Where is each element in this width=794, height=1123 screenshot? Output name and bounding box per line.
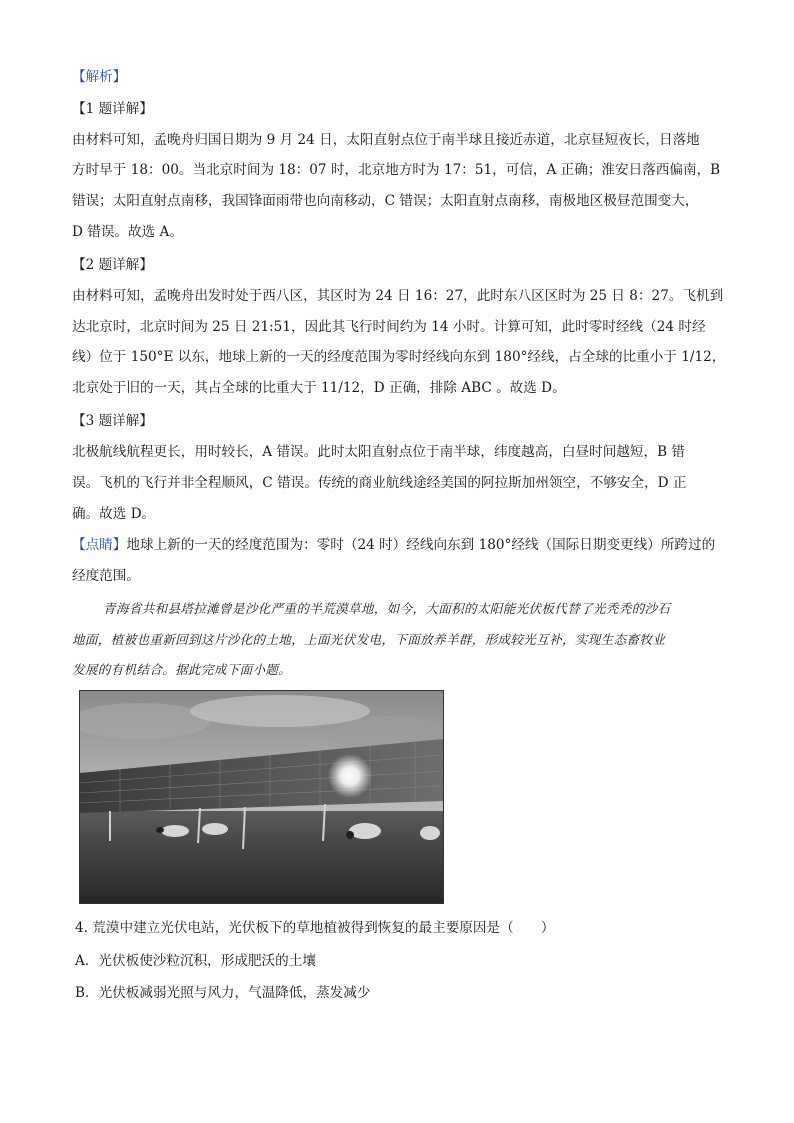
q3-heading: 【3 题详解】 xyxy=(72,413,153,429)
q3-line-3: 确。故选 D。 xyxy=(72,506,156,522)
q1-line-1: 由材料可知，孟晚舟归国日期为 9 月 24 日，太阳直射点位于南半球且接近赤道，北京昼短夜长，日落地 xyxy=(72,132,700,148)
passage-line-3: 发展的有机结合。据此完成下面小题。 xyxy=(72,662,292,677)
question-4-stem: 4. 荒漠中建立光伏电站，光伏板下的草地植被得到恢复的最主要原因是（ ） xyxy=(75,920,555,936)
q3-line-1: 北极航线航程更长，用时较长，A 错误。此时太阳直射点位于南半球，纬度越高，白昼时间越短，B 错 xyxy=(72,444,685,460)
q1-heading: 【1 题详解】 xyxy=(72,101,153,117)
tip-heading: 【点睛】 xyxy=(72,537,127,553)
option-a: A．光伏板使沙粒沉积，形成肥沃的土壤 xyxy=(75,953,316,969)
passage-line-2: 地面，植被也重新回到这片沙化的土地，上面光伏发电，下面放养羊群，形成较光互补，实现生态畜牧业 xyxy=(72,632,666,647)
tip-line-2: 经度范围。 xyxy=(72,568,140,584)
q2-line-4: 北京处于旧的一天，其占全球的比重大于 11/12，D 正确，排除 ABC 。故选 D。 xyxy=(72,380,566,396)
q2-line-2: 达北京时，北京时间为 25 日 21:51，因此其飞行时间约为 14 小时。计算可知，此时零时经线（24 时经 xyxy=(72,319,706,335)
q2-heading: 【2 题详解】 xyxy=(72,257,153,273)
q2-line-1: 由材料可知，孟晚舟出发时处于西八区，其区时为 24 日 16：27，此时东八区区时为 25 日 8：27。飞机到 xyxy=(72,288,724,304)
solar-panel-sheep-photo xyxy=(79,690,444,904)
q1-line-2: 方时早于 18：00。当北京时间为 18：07 时，北京地方时为 17：51，可信，A 正确；淮安日落西偏南，B xyxy=(72,162,721,178)
tip-text-1: 地球上新的一天的经度范围为：零时（24 时）经线向东到 180°经线（国际日期变更线）所跨过的 xyxy=(126,537,716,553)
tip-line-1 xyxy=(72,535,732,555)
q1-line-3: 错误；太阳直射点南移，我国锋面雨带也向南移动，C 错误；太阳直射点南移，南极地区极昼范围变大， xyxy=(72,193,699,209)
q2-line-3: 线）位于 150°E 以东，地球上新的一天的经度范围为零时经线向东到 180°经线，占全球的比重小于 1/12， xyxy=(72,349,726,365)
analysis-heading: 【解析】 xyxy=(72,69,127,85)
q1-line-4: D 错误。故选 A。 xyxy=(72,224,183,240)
q3-line-2: 误。飞机的飞行并非全程顺风，C 错误。传统的商业航线途经美国的阿拉斯加州领空，不够安全，D 正 xyxy=(72,475,687,491)
passage-line-1: 青海省共和县塔拉滩曾是沙化严重的半荒漠草地，如今，大面积的太阳能光伏板代替了光秃秃的沙石 xyxy=(103,601,671,616)
option-b: B．光伏板减弱光照与风力，气温降低，蒸发减少 xyxy=(75,985,371,1001)
